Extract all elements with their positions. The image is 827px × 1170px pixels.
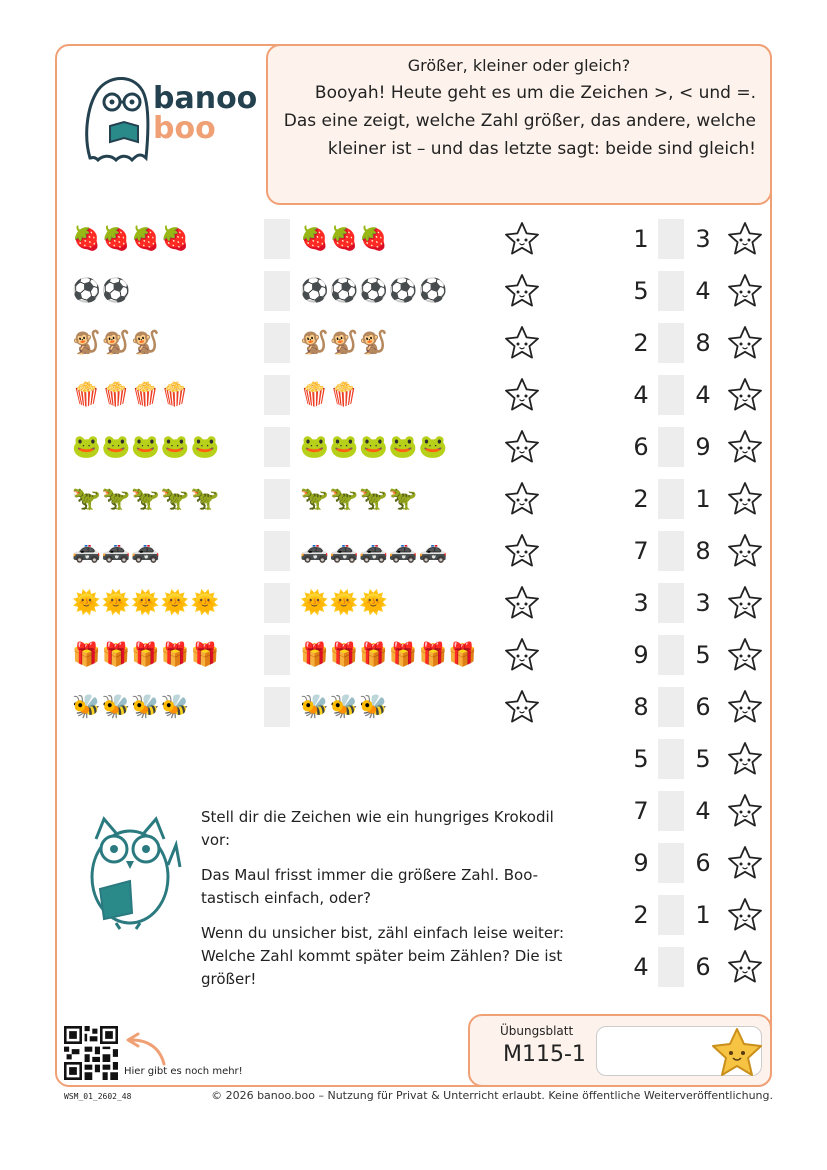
number-row [628,947,768,987]
emoji-group-left: 🚓🚓🚓 [72,538,161,564]
answer-box[interactable] [264,531,290,571]
number-right: 4 [695,381,711,409]
answer-box[interactable] [264,635,290,675]
emoji-row [72,687,552,727]
emoji-row [72,375,552,415]
number-row [628,583,768,623]
number-left: 5 [633,745,649,773]
answer-box[interactable] [658,843,684,883]
number-row [628,843,768,883]
number-right: 4 [695,797,711,825]
number-right: 6 [695,953,711,981]
star-icon [504,221,540,257]
sheet-code: M115-1 [503,1042,586,1067]
star-icon [727,585,763,621]
number-right: 3 [695,225,711,253]
star-icon [727,741,763,777]
owl-mascot-icon [76,805,188,930]
answer-box[interactable] [264,479,290,519]
answer-box[interactable] [264,219,290,259]
star-icon [727,429,763,465]
emoji-row [72,323,552,363]
number-right: 4 [695,277,711,305]
answer-box[interactable] [658,791,684,831]
emoji-group-left: 🍿🍿🍿🍿 [72,382,191,408]
number-row [628,375,768,415]
star-icon [727,533,763,569]
number-left: 7 [633,537,649,565]
emoji-group-left: 🐸🐸🐸🐸🐸 [72,434,221,460]
star-icon [504,533,540,569]
star-icon [727,325,763,361]
emoji-group-left: ⚽⚽ [72,278,132,304]
answer-box[interactable] [658,947,684,987]
number-right: 8 [695,329,711,357]
answer-box[interactable] [264,323,290,363]
star-icon [504,481,540,517]
number-right: 8 [695,537,711,565]
number-left: 6 [633,433,649,461]
number-left: 4 [633,381,649,409]
emoji-group-right: 🍿🍿 [300,382,360,408]
emoji-group-right: 🦖🦖🦖🦖 [300,486,419,512]
number-right: 1 [695,901,711,929]
footer-copyright: © 2026 banoo.boo – Nutzung für Privat & Unterricht erlaubt. Keine öffentliche Weiterveröffentlichung. [211,1089,773,1102]
number-left: 9 [633,641,649,669]
star-icon [504,585,540,621]
number-left: 7 [633,797,649,825]
number-row [628,271,768,311]
footer-id: WSM_01_2602_48 [64,1092,132,1101]
brand-line1: banoo [153,81,258,116]
star-icon [504,377,540,413]
answer-box[interactable] [264,687,290,727]
number-right: 6 [695,849,711,877]
answer-box[interactable] [658,375,684,415]
tip-3: Wenn du unsicher bist, zähl einfach leise weiter: Welche Zahl kommt später beim Zählen? Die ist größer! [201,924,565,988]
tip-2: Das Maul frisst immer die größere Zahl. Boo-tastisch einfach, oder? [201,866,539,907]
number-left: 1 [633,225,649,253]
star-icon [727,637,763,673]
qr-hint: Hier gibt es noch mehr! [124,1066,243,1077]
number-row [628,687,768,727]
star-icon [727,273,763,309]
emoji-group-right: 🚓🚓🚓🚓🚓 [300,538,449,564]
sheet-label: Übungsblatt [500,1024,574,1038]
emoji-group-left: 🍓🍓🍓🍓 [72,226,191,252]
answer-box[interactable] [658,531,684,571]
number-right: 6 [695,693,711,721]
brand-line2: boo [153,111,216,146]
tip-1: Stell dir die Zeichen wie ein hungriges Krokodil vor: [201,808,554,849]
answer-box[interactable] [658,427,684,467]
worksheet-id-box [468,1014,772,1087]
emoji-group-left: 🎁🎁🎁🎁🎁 [72,642,221,668]
star-icon [504,325,540,361]
answer-box[interactable] [264,427,290,467]
star-icon [727,221,763,257]
number-row [628,895,768,935]
emoji-group-right: 🐒🐒🐒 [300,330,389,356]
qr-code-icon[interactable] [64,1026,118,1080]
gold-star-icon [710,1026,764,1078]
worksheet-title: Größer, kleiner oder gleich? [407,56,631,75]
number-right: 9 [695,433,711,461]
number-left: 2 [633,485,649,513]
star-icon [727,897,763,933]
number-row [628,219,768,259]
emoji-row [72,271,552,311]
star-icon [727,377,763,413]
star-icon [504,637,540,673]
brand-wordmark [153,81,258,146]
answer-box[interactable] [658,895,684,935]
star-icon [727,845,763,881]
intro-text: Booyah! Heute geht es um die Zeichen >, < und =. Das eine zeigt, welche Zahl größer, das andere, welche kleiner ist – und das letzte sagt: beide sind gleich! [283,83,756,159]
answer-box[interactable] [264,583,290,623]
emoji-row [72,479,552,519]
tips-text [201,806,571,1003]
number-row [628,635,768,675]
emoji-row [72,531,552,571]
number-left: 3 [633,589,649,617]
number-row [628,323,768,363]
answer-box[interactable] [264,375,290,415]
number-right: 3 [695,589,711,617]
number-row [628,791,768,831]
emoji-group-right: 🎁🎁🎁🎁🎁🎁 [300,642,478,668]
star-icon [504,429,540,465]
number-left: 2 [633,901,649,929]
star-icon [727,949,763,985]
answer-box[interactable] [658,739,684,779]
number-left: 9 [633,849,649,877]
answer-box[interactable] [658,271,684,311]
emoji-group-right: 🐸🐸🐸🐸🐸 [300,434,449,460]
emoji-group-right: 🍓🍓🍓 [300,226,389,252]
answer-box[interactable] [658,635,684,675]
star-icon [504,689,540,725]
answer-box[interactable] [658,323,684,363]
number-row [628,427,768,467]
emoji-row [72,427,552,467]
arrow-icon [120,1030,170,1070]
emoji-row [72,635,552,675]
answer-box[interactable] [658,583,684,623]
number-left: 8 [633,693,649,721]
number-right: 5 [695,641,711,669]
emoji-group-right: 🐝🐝🐝 [300,694,389,720]
number-left: 2 [633,329,649,357]
number-row [628,739,768,779]
emoji-group-left: 🌞🌞🌞🌞🌞 [72,590,221,616]
answer-box[interactable] [658,219,684,259]
intro-box [266,44,772,205]
number-left: 5 [633,277,649,305]
emoji-group-left: 🦖🦖🦖🦖🦖 [72,486,221,512]
emoji-row [72,583,552,623]
emoji-row [72,219,552,259]
number-left: 4 [633,953,649,981]
number-row [628,479,768,519]
star-icon [504,273,540,309]
emoji-group-left: 🐝🐝🐝🐝 [72,694,191,720]
answer-box[interactable] [658,687,684,727]
answer-box[interactable] [264,271,290,311]
answer-box[interactable] [658,479,684,519]
emoji-group-left: 🐒🐒🐒 [72,330,161,356]
star-icon [727,793,763,829]
number-row [628,531,768,571]
emoji-group-right: ⚽⚽⚽⚽⚽ [300,278,449,304]
emoji-group-right: 🌞🌞🌞 [300,590,389,616]
star-icon [727,481,763,517]
number-right: 1 [695,485,711,513]
number-right: 5 [695,745,711,773]
star-icon [727,689,763,725]
